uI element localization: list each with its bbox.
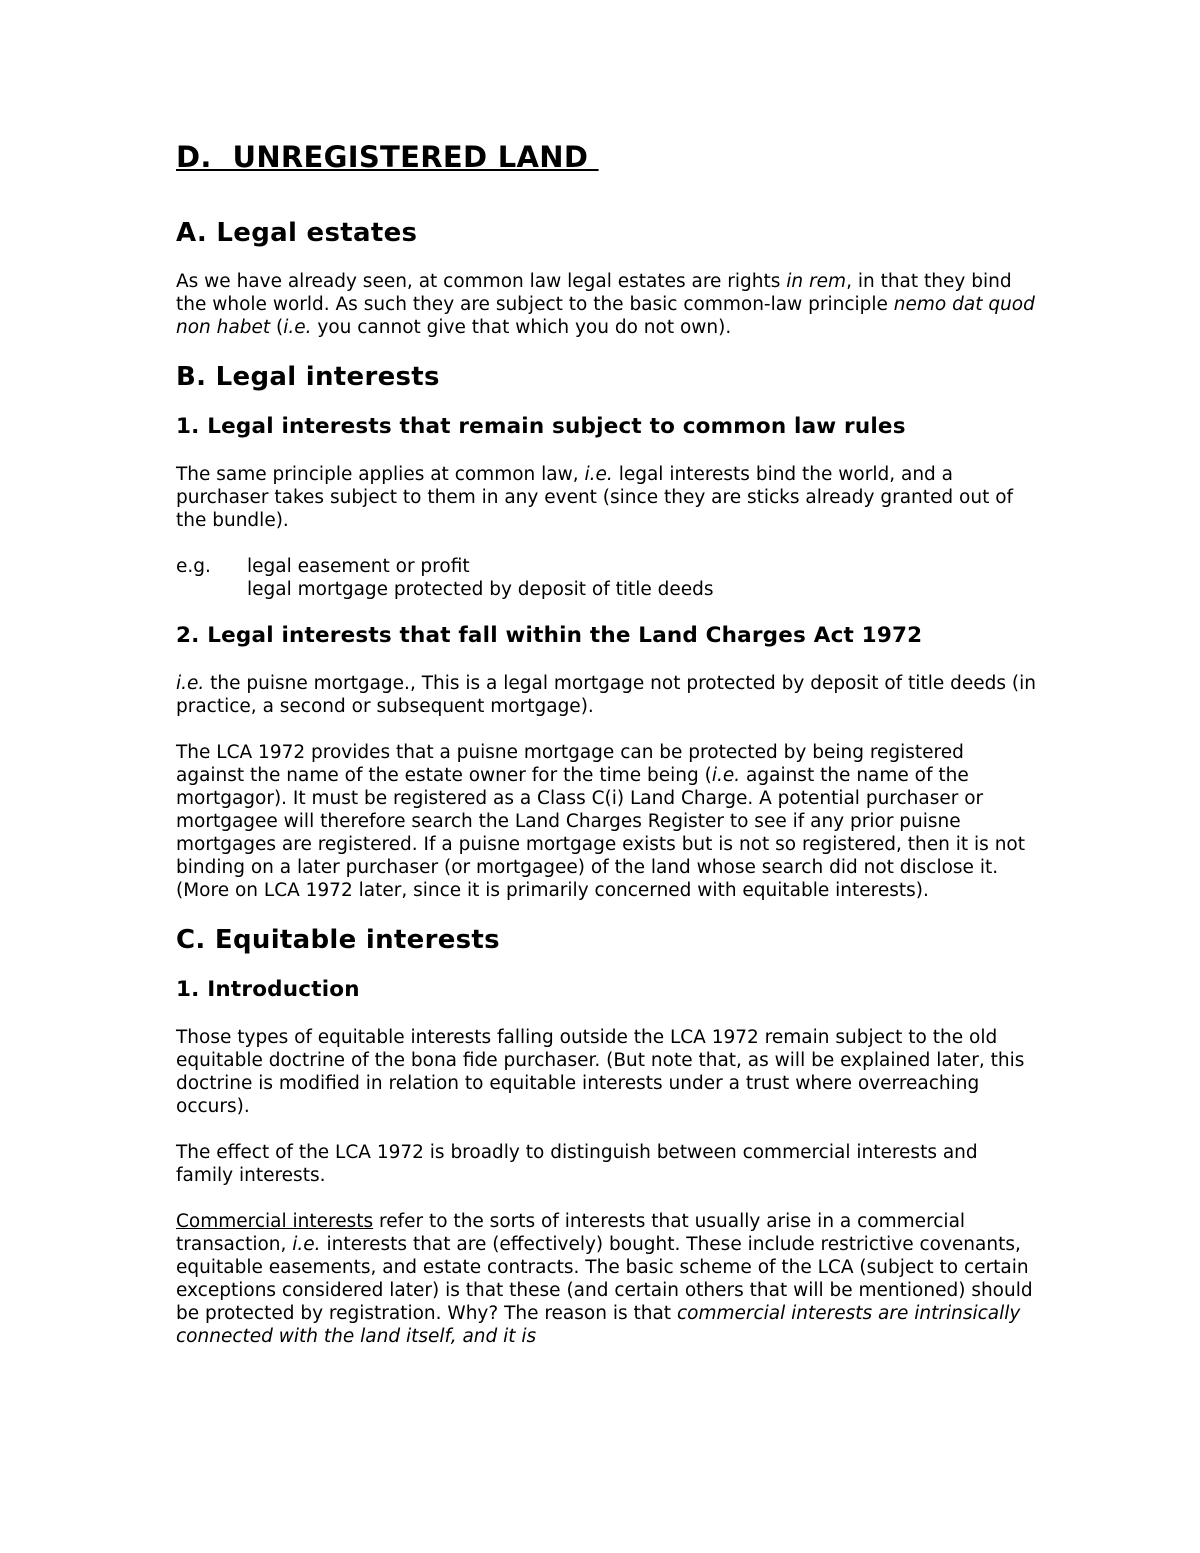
text-run: As we have already seen, at common law legal estates are rights	[176, 271, 787, 292]
italic-run: i.e.	[584, 464, 613, 485]
example-row	[176, 578, 1036, 601]
section-a-heading: A. Legal estates	[176, 218, 418, 248]
section-b2-paragraph-2	[176, 741, 1036, 902]
text-run: you cannot give that which you do not own).	[311, 317, 732, 338]
example-item: legal mortgage protected by deposit of title deeds	[247, 579, 714, 600]
section-a-paragraph	[176, 270, 1036, 339]
examples-list	[176, 555, 1036, 601]
text-run: the puisne mortgage., This is a legal mortgage not protected by deposit of title deeds (in practice, a second or subsequent mortgage).	[176, 673, 1036, 717]
underlined-run: Commercial interests	[176, 1211, 374, 1232]
italic-run: i.e.	[292, 1234, 321, 1255]
section-b-heading: B. Legal interests	[176, 362, 440, 392]
document-title: D. UNREGISTERED LAND	[176, 140, 599, 174]
text-run: refer to the sorts of interests that usually arise in a commercial transaction,	[176, 1211, 966, 1255]
examples-label: e.g.	[176, 556, 211, 577]
italic-run: commercial interests are intrinsically connected with the land itself, and it is	[176, 1303, 1021, 1347]
section-c-heading: C. Equitable interests	[176, 925, 500, 955]
section-b2-heading: 2. Legal interests that fall within the Land Charges Act 1972	[176, 623, 923, 648]
italic-run: i.e.	[283, 317, 312, 338]
italic-run: nemo dat quod non habet	[176, 294, 1035, 338]
text-run: (	[270, 317, 284, 338]
section-c1-paragraph-2: The effect of the LCA 1972 is broadly to distinguish between commercial interests and family interests.	[176, 1142, 978, 1186]
section-b1-paragraph	[176, 463, 1036, 532]
example-row	[176, 555, 1036, 578]
section-b2-paragraph-1	[176, 672, 1036, 718]
section-c1-paragraph-3	[176, 1210, 1036, 1348]
text-run: against the name of the mortgagor). It must be registered as a Class C(i) Land Charge. A potential purchaser or mortgagee will therefore search the Land Charges Register to see if any prior puisne mortgages are registered. If a puisne mortgage exists but is not so registered, then it is not binding on a later purchaser (or mortgagee) of the land whose search did not disclose it. (More on LCA 1972 later, since it is primarily concerned with equitable interests).	[176, 765, 1025, 901]
text-run: interests that are (effectively) bought. These include restrictive covenants, equitable easements, and estate contracts. The basic scheme of the LCA (subject to certain exceptions considered later) is that these (and certain others that will be mentioned) should be protected by registration. Why? The reason is that	[176, 1234, 1033, 1324]
text-run: The LCA 1972 provides that a puisne mortgage can be protected by being registered against the name of the estate owner for the time being (	[176, 742, 964, 786]
text-run: , in that they bind the whole world. As such they are subject to the basic common-law principle	[176, 271, 1012, 315]
document-page	[176, 140, 1036, 1371]
text-run: legal interests bind the world, and a purchaser takes subject to them in any event (since they are sticks already granted out of the bundle).	[176, 464, 1014, 531]
section-c1-heading: 1. Introduction	[176, 977, 360, 1002]
italic-run: in rem	[786, 271, 847, 292]
section-c1-paragraph-1: Those types of equitable interests falling outside the LCA 1972 remain subject to the old equitable doctrine of the bona fide purchaser. (But note that, as will be explained later, this doctrine is modified in relation to equitable interests under a trust where overreaching occurs).	[176, 1027, 1025, 1117]
italic-run: i.e.	[711, 765, 741, 786]
example-item: legal easement or profit	[247, 556, 470, 577]
italic-run: i.e.	[176, 673, 205, 694]
section-b1-heading: 1. Legal interests that remain subject to common law rules	[176, 414, 906, 439]
text-run: The same principle applies at common law,	[176, 464, 585, 485]
